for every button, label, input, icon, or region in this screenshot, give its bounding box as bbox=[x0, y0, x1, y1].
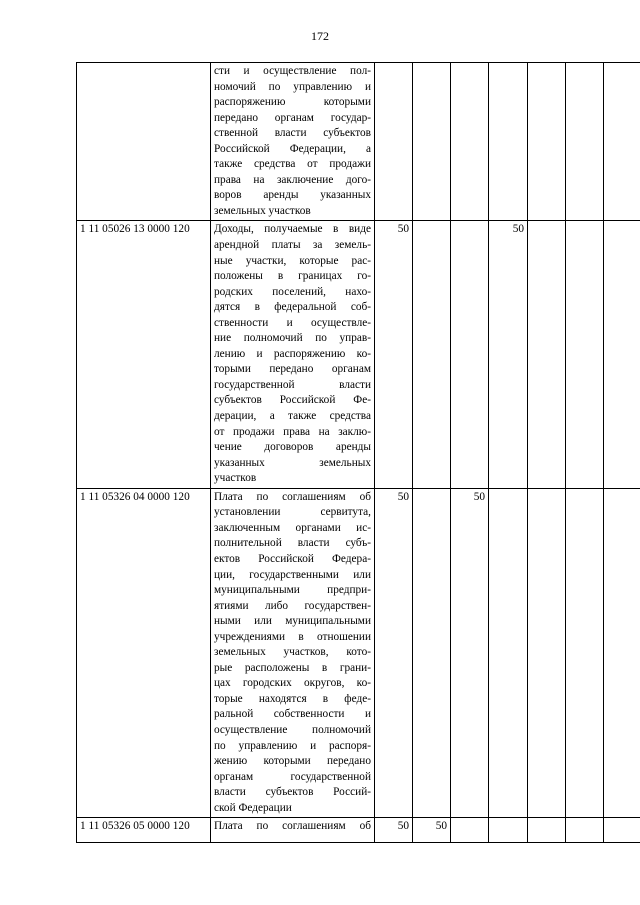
amount-cell bbox=[528, 818, 566, 843]
description-line: номочий по управлению и bbox=[214, 80, 371, 93]
amount-cell bbox=[604, 221, 640, 488]
amount-cell: 50 bbox=[375, 818, 413, 843]
description-line: ятиями либо государствен- bbox=[214, 599, 371, 612]
amount-cell bbox=[528, 221, 566, 488]
description-line: ственности и осуществле- bbox=[214, 316, 371, 329]
description-line: распоряжению которыми bbox=[214, 96, 371, 109]
description-line: передано органам государ- bbox=[214, 111, 371, 124]
amount-cell bbox=[451, 221, 489, 488]
amount-cell bbox=[604, 63, 640, 221]
description-line: ные участки, которые рас- bbox=[214, 254, 371, 267]
description-line: земельных участков, кото- bbox=[214, 646, 371, 659]
description-line: положены в границах го- bbox=[214, 270, 371, 283]
description-line: Доходы, получаемые в виде bbox=[214, 223, 371, 236]
amount-cell bbox=[566, 818, 604, 843]
description-line: власти субъектов Россий- bbox=[214, 786, 371, 799]
amount-cell bbox=[528, 63, 566, 221]
budget-code-cell bbox=[77, 63, 211, 221]
amount-cell bbox=[413, 63, 451, 221]
description-line: субъектов Российской Фе- bbox=[214, 394, 371, 407]
description-line: лению и распоряжению ко- bbox=[214, 347, 371, 360]
description-cell bbox=[211, 818, 375, 843]
description-line: Плата по соглашениям об bbox=[214, 820, 371, 833]
description-line: ской Федерации bbox=[214, 801, 292, 814]
description-line: муниципальными предпри- bbox=[214, 584, 371, 597]
amount-cell bbox=[489, 63, 528, 221]
description-line: ектов Российской Федера- bbox=[214, 552, 371, 565]
description-line: рые расположены в грани- bbox=[214, 661, 371, 674]
description-line: заключенным органами ис- bbox=[214, 521, 371, 534]
table-row bbox=[77, 63, 640, 221]
amount-cell bbox=[375, 63, 413, 221]
budget-code-cell: 1 11 05026 13 0000 120 bbox=[77, 221, 211, 488]
amount-cell bbox=[489, 818, 528, 843]
description-cell bbox=[211, 221, 375, 488]
description-line: арендной платы за земель- bbox=[214, 239, 371, 252]
description-line: участков bbox=[214, 472, 257, 485]
description-line: указанных земельных bbox=[214, 456, 371, 469]
budget-code-cell: 1 11 05326 05 0000 120 bbox=[77, 818, 211, 843]
description-line: торыми передано органам bbox=[214, 363, 371, 376]
description-line: установлении сервитута, bbox=[214, 506, 371, 519]
amount-cell bbox=[451, 818, 489, 843]
description-line: земельных участков bbox=[214, 204, 311, 217]
description-line: по управлению и распоря- bbox=[214, 739, 371, 752]
amount-cell bbox=[528, 488, 566, 817]
description-line: жению которыми передано bbox=[214, 755, 371, 768]
table-row bbox=[77, 818, 640, 843]
description-line: от продажи права на заклю- bbox=[214, 425, 371, 438]
description-line: также средства от продажи bbox=[214, 158, 371, 171]
amount-cell bbox=[413, 221, 451, 488]
description-line: государственной власти bbox=[214, 378, 371, 391]
description-line: дерации, а также средства bbox=[214, 410, 371, 423]
budget-table bbox=[76, 62, 640, 843]
table-row bbox=[77, 221, 640, 488]
page-number: 172 bbox=[311, 29, 329, 43]
table-body bbox=[77, 63, 640, 843]
amount-cell: 50 bbox=[375, 221, 413, 488]
description-line: чение договоров аренды bbox=[214, 441, 371, 454]
amount-cell: 50 bbox=[489, 221, 528, 488]
description-line: родских поселений, нахо- bbox=[214, 285, 371, 298]
amount-cell bbox=[451, 63, 489, 221]
table-row bbox=[77, 488, 640, 817]
description-line: учреждениями в отношении bbox=[214, 630, 371, 643]
amount-cell bbox=[604, 488, 640, 817]
description-line: права на заключение дого- bbox=[214, 173, 371, 186]
amount-cell bbox=[413, 488, 451, 817]
description-line: воров аренды указанных bbox=[214, 189, 371, 202]
amount-cell: 50 bbox=[413, 818, 451, 843]
description-line: полнительной власти субъ- bbox=[214, 537, 371, 550]
description-line: ральной собственности и bbox=[214, 708, 371, 721]
amount-cell bbox=[604, 818, 640, 843]
description-line: цах городских округов, ко- bbox=[214, 677, 371, 690]
description-line: Плата по соглашениям об bbox=[214, 490, 371, 503]
description-line: ными или муниципальными bbox=[214, 615, 371, 628]
description-line: ции, государственными или bbox=[214, 568, 371, 581]
amount-cell bbox=[566, 488, 604, 817]
description-line: органам государственной bbox=[214, 770, 371, 783]
description-line: торые находятся в феде- bbox=[214, 692, 371, 705]
amount-cell bbox=[566, 63, 604, 221]
amount-cell bbox=[566, 221, 604, 488]
amount-cell bbox=[489, 488, 528, 817]
description-line: дятся в федеральной соб- bbox=[214, 301, 371, 314]
description-line: сти и осуществление пол- bbox=[214, 65, 371, 77]
amount-cell: 50 bbox=[451, 488, 489, 817]
budget-code-cell: 1 11 05326 04 0000 120 bbox=[77, 488, 211, 817]
description-cell bbox=[211, 63, 375, 221]
amount-cell: 50 bbox=[375, 488, 413, 817]
description-line: осуществление полномочий bbox=[214, 723, 371, 736]
description-cell bbox=[211, 488, 375, 817]
description-line: ние полномочий по управ- bbox=[214, 332, 371, 345]
description-line: ственной власти субъектов bbox=[214, 127, 371, 140]
description-line: Российской Федерации, а bbox=[214, 142, 371, 155]
